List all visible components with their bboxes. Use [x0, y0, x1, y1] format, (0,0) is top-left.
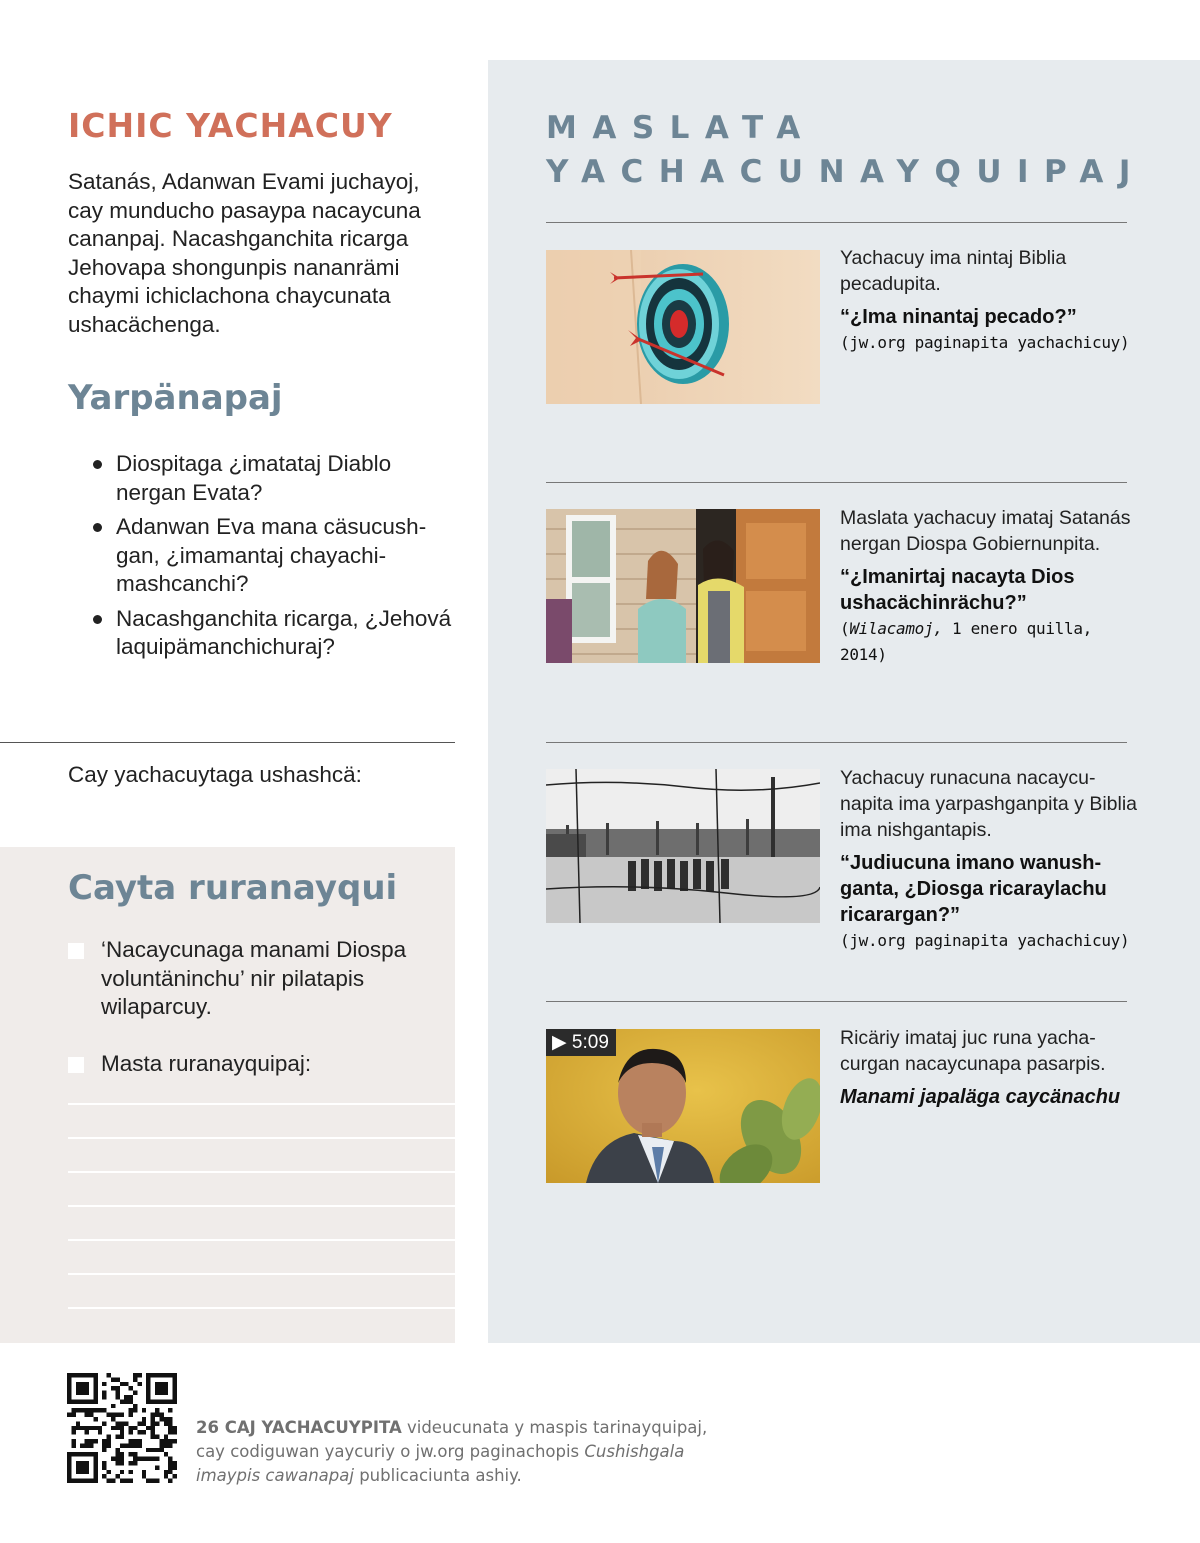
bullet-icon [93, 460, 102, 469]
entry-description: Maslata yachacuy imataj Satanás nergan Diospa Gobiernunpita. [840, 507, 1131, 555]
review-title: Yarpänapaj [68, 378, 283, 418]
entry-god-kingdom [840, 505, 1140, 668]
bullet-icon [93, 523, 102, 532]
review-question-text: Adanwan Eva mana cäsucushgan, ¿imamantaj chayachimashcanchi? [116, 514, 427, 596]
entry-description: Yachacuy ima nintaj Biblia pecadupita. [840, 247, 1067, 295]
entry-title-link[interactable]: “Judiucuna imano wanushganta, ¿Diosga ricaraylachu ricarargan?” [840, 852, 1107, 926]
try-item-text: ‘Nacaycunaga manami Diospa voluntäninchu’ nir pilatapis wilaparcuy. [101, 937, 407, 1019]
learned-label: Cay yachacuytaga ushashcä: [68, 762, 362, 787]
entry-title-link[interactable]: “¿Imanirtaj nacayta Dios ushacächinrächu?” [840, 566, 1075, 614]
entry-source: (jw.org paginapita yachachicuy) [840, 333, 1130, 352]
target-arrows-image[interactable] [546, 250, 820, 404]
entry-what-is-sin [840, 245, 1140, 356]
checkbox-icon[interactable] [68, 943, 84, 959]
review-question [90, 450, 455, 507]
summary-text: Satanás, Adanwan Evami juchayoj, cay munducho pasaypa nacaycuna cananpaj. Nacashganchita ricarga Jehovapa shongunpis nananrämi chaymi ichiclachona chaycunata ushacächenga. [68, 169, 421, 337]
entry-divider [546, 1001, 1127, 1002]
review-questions-list [90, 450, 455, 668]
footer-text: publicaciunta ashiy. [353, 1466, 522, 1485]
entry-description: Yachacuy runacuna nacaycunapita ima yarpashganpita y Biblia ima nishgantapis. [840, 767, 1138, 841]
summary-title: ICHIC YACHACUY [68, 106, 393, 145]
write-line [68, 1239, 455, 1241]
write-line [68, 1103, 455, 1105]
write-line [68, 1307, 455, 1309]
try-title: Cayta ruranayqui [68, 868, 398, 908]
entry-source [840, 616, 1140, 668]
footer-publication-title: Cushishgala imaypis cawanapaj [196, 1442, 685, 1485]
try-box [0, 847, 455, 1343]
source-publication: Wilacamoj, [849, 619, 943, 638]
entry-divider [546, 222, 1127, 223]
bullet-icon [93, 615, 102, 624]
more-learning-title [546, 106, 1146, 194]
review-question [90, 513, 455, 599]
source-paren: ( [840, 619, 850, 638]
more-title-line: YACHACUNAYQUIPAJ [546, 154, 1146, 190]
footer-text: videucunata y maspis tarinayquipaj, cay codiguwan yaycuriy o jw.org paginachopis [196, 1418, 708, 1461]
entry-holocaust [840, 765, 1140, 954]
entry-source: (jw.org paginapita yachachicuy) [840, 931, 1130, 950]
write-line [68, 1273, 455, 1275]
entry-title-link[interactable]: Manami japaläga caycänachu [840, 1086, 1121, 1108]
man-video-image[interactable] [546, 1029, 820, 1183]
video-duration-badge[interactable] [546, 1029, 616, 1056]
review-question-text: Diospitaga ¿imatataj Diablo nergan Evata? [116, 451, 392, 505]
entry-video-story [840, 1025, 1140, 1110]
try-item-text: Masta ruranayquipaj: [101, 1051, 312, 1076]
footer-bold: 26 CAJ YACHACUYPITA [196, 1418, 402, 1437]
write-line [68, 1137, 455, 1139]
more-title-line: MASLATA [546, 110, 816, 146]
write-line [68, 1205, 455, 1207]
review-question-text: Nacashganchita ricarga, ¿Jehová laquipämanchichuraj? [116, 605, 452, 659]
checkbox-icon[interactable] [68, 1057, 84, 1073]
two-women-door-image[interactable] [546, 509, 820, 663]
try-item-more [68, 1050, 448, 1079]
section-divider [0, 742, 455, 743]
play-icon: ▶ [552, 1032, 567, 1053]
video-duration: 5:09 [571, 1032, 609, 1053]
source-date: 1 enero quilla, 2014) [840, 619, 1093, 664]
entry-divider [546, 742, 1127, 743]
review-question [90, 605, 455, 662]
write-line [68, 1171, 455, 1173]
entry-divider [546, 482, 1127, 483]
footer-note [196, 1416, 716, 1488]
qr-code-image[interactable] [67, 1373, 177, 1483]
entry-title-link[interactable]: “¿Ima ninantaj pecado?” [840, 306, 1077, 328]
prison-camp-image[interactable] [546, 769, 820, 923]
entry-description: Ricäriy imataj juc runa yachacurgan nacaycunapa pasarpis. [840, 1027, 1106, 1075]
try-item-share [68, 936, 448, 1022]
